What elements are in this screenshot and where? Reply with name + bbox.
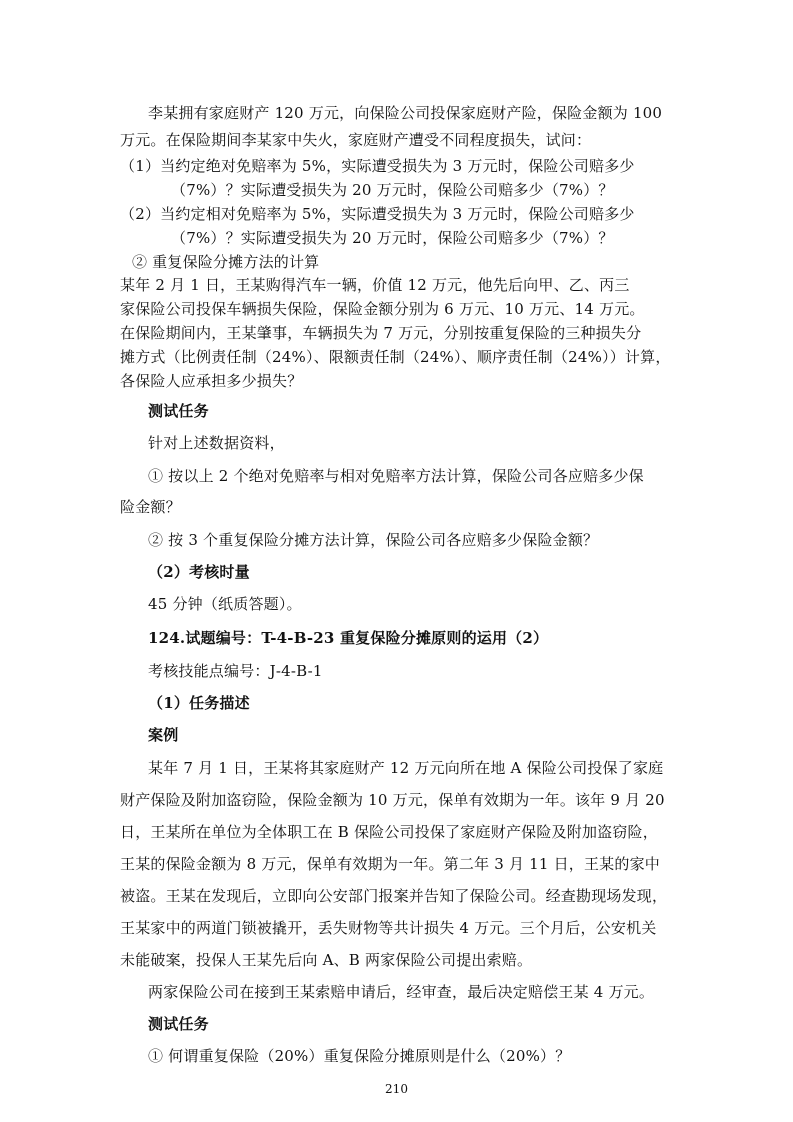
subsection-title: ② 重复保险分摊方法的计算 [132, 253, 320, 271]
paragraph-line: 针对上述数据资料， [148, 434, 285, 452]
section-heading: 测试任务 [148, 402, 209, 420]
question-2-line: （7%）？实际遭受损失为 20 万元时，保险公司赔多少（7%）？ [171, 229, 614, 247]
paragraph-line: 万元。在保险期间李某家中失火，家庭财产遭受不同程度损失，试问： [120, 131, 592, 149]
question-1-line: （1）当约定绝对免赔率为 5%，实际遭受损失为 3 万元时，保险公司赔多少 [120, 157, 635, 175]
section-heading: 案例 [148, 726, 179, 744]
case-line: 未能破案，投保人王某先后向 A、B 两家保险公司提出索赔。 [120, 951, 533, 969]
paragraph-line: 李某拥有家庭财产 120 万元，向保险公司投保家庭财产险，保险金额为 100 [148, 104, 663, 122]
paragraph-line: 各保险人应承担多少损失？ [120, 372, 303, 390]
page-number: 210 [385, 1082, 408, 1096]
task-line: ① 按以上 2 个绝对免赔率与相对免赔率方法计算，保险公司各应赔多少保 [148, 467, 644, 485]
case-line: 两家保险公司在接到王某索赔申请后，经审查，最后决定赔偿王某 4 万元。 [148, 983, 655, 1001]
case-line: 王某的保险金额为 8 万元，保单有效期为一年。第二年 3 月 11 日，王某的家中 [120, 855, 660, 873]
task-line: ① 何谓重复保险（20%）重复保险分摊原则是什么（20%）？ [148, 1047, 571, 1065]
case-line: 王某家中的两道门锁被撬开，丢失财物等共计损失 4 万元。三个月后，公安机关 [120, 919, 657, 937]
task-line: 险金额？ [120, 498, 181, 516]
question-2-line: （2）当约定相对免赔率为 5%，实际遭受损失为 3 万元时，保险公司赔多少 [120, 205, 635, 223]
case-line: 被盗。王某在发现后，立即向公安部门报案并告知了保险公司。经查勘现场发现， [120, 887, 668, 905]
question-title: 124.试题编号：T-4-B-23 重复保险分摊原则的运用（2） [148, 629, 549, 647]
case-line: 财产保险及附加盗窃险，保险金额为 10 万元，保单有效期为一年。该年 9 月 20 [120, 791, 665, 809]
paragraph-line: 在保险期间内，王某肇事，车辆损失为 7 万元，分别按重复保险的三种损失分 [120, 324, 642, 342]
paragraph-line: 家保险公司投保车辆损失保险，保险金额分别为 6 万元、10 万元、14 万元。 [120, 300, 645, 318]
paragraph-line: 某年 2 月 1 日，王某购得汽车一辆，价值 12 万元，他先后向甲、乙、丙三 [120, 276, 630, 294]
section-heading: （1）任务描述 [148, 694, 250, 712]
paragraph-line: 45 分钟（纸质答题）。 [148, 595, 302, 613]
question-1-line: （7%）？实际遭受损失为 20 万元时，保险公司赔多少（7%）？ [171, 181, 614, 199]
skill-code: 考核技能点编号：J-4-B-1 [148, 662, 323, 680]
case-line: 某年 7 月 1 日，王某将其家庭财产 12 万元向所在地 A 保险公司投保了家庭 [148, 759, 664, 777]
paragraph-line: 摊方式（比例责任制（24%）、限额责任制（24%）、顺序责任制（24%））计算， [120, 348, 671, 366]
case-line: 日，王某所在单位为全体职工在 B 保险公司投保了家庭财产保险及附加盗窃险， [120, 823, 658, 841]
task-line: ② 按 3 个重复保险分摊方法计算，保险公司各应赔多少保险金额？ [148, 531, 599, 549]
section-heading: （2）考核时量 [148, 563, 250, 581]
section-heading: 测试任务 [148, 1015, 209, 1033]
